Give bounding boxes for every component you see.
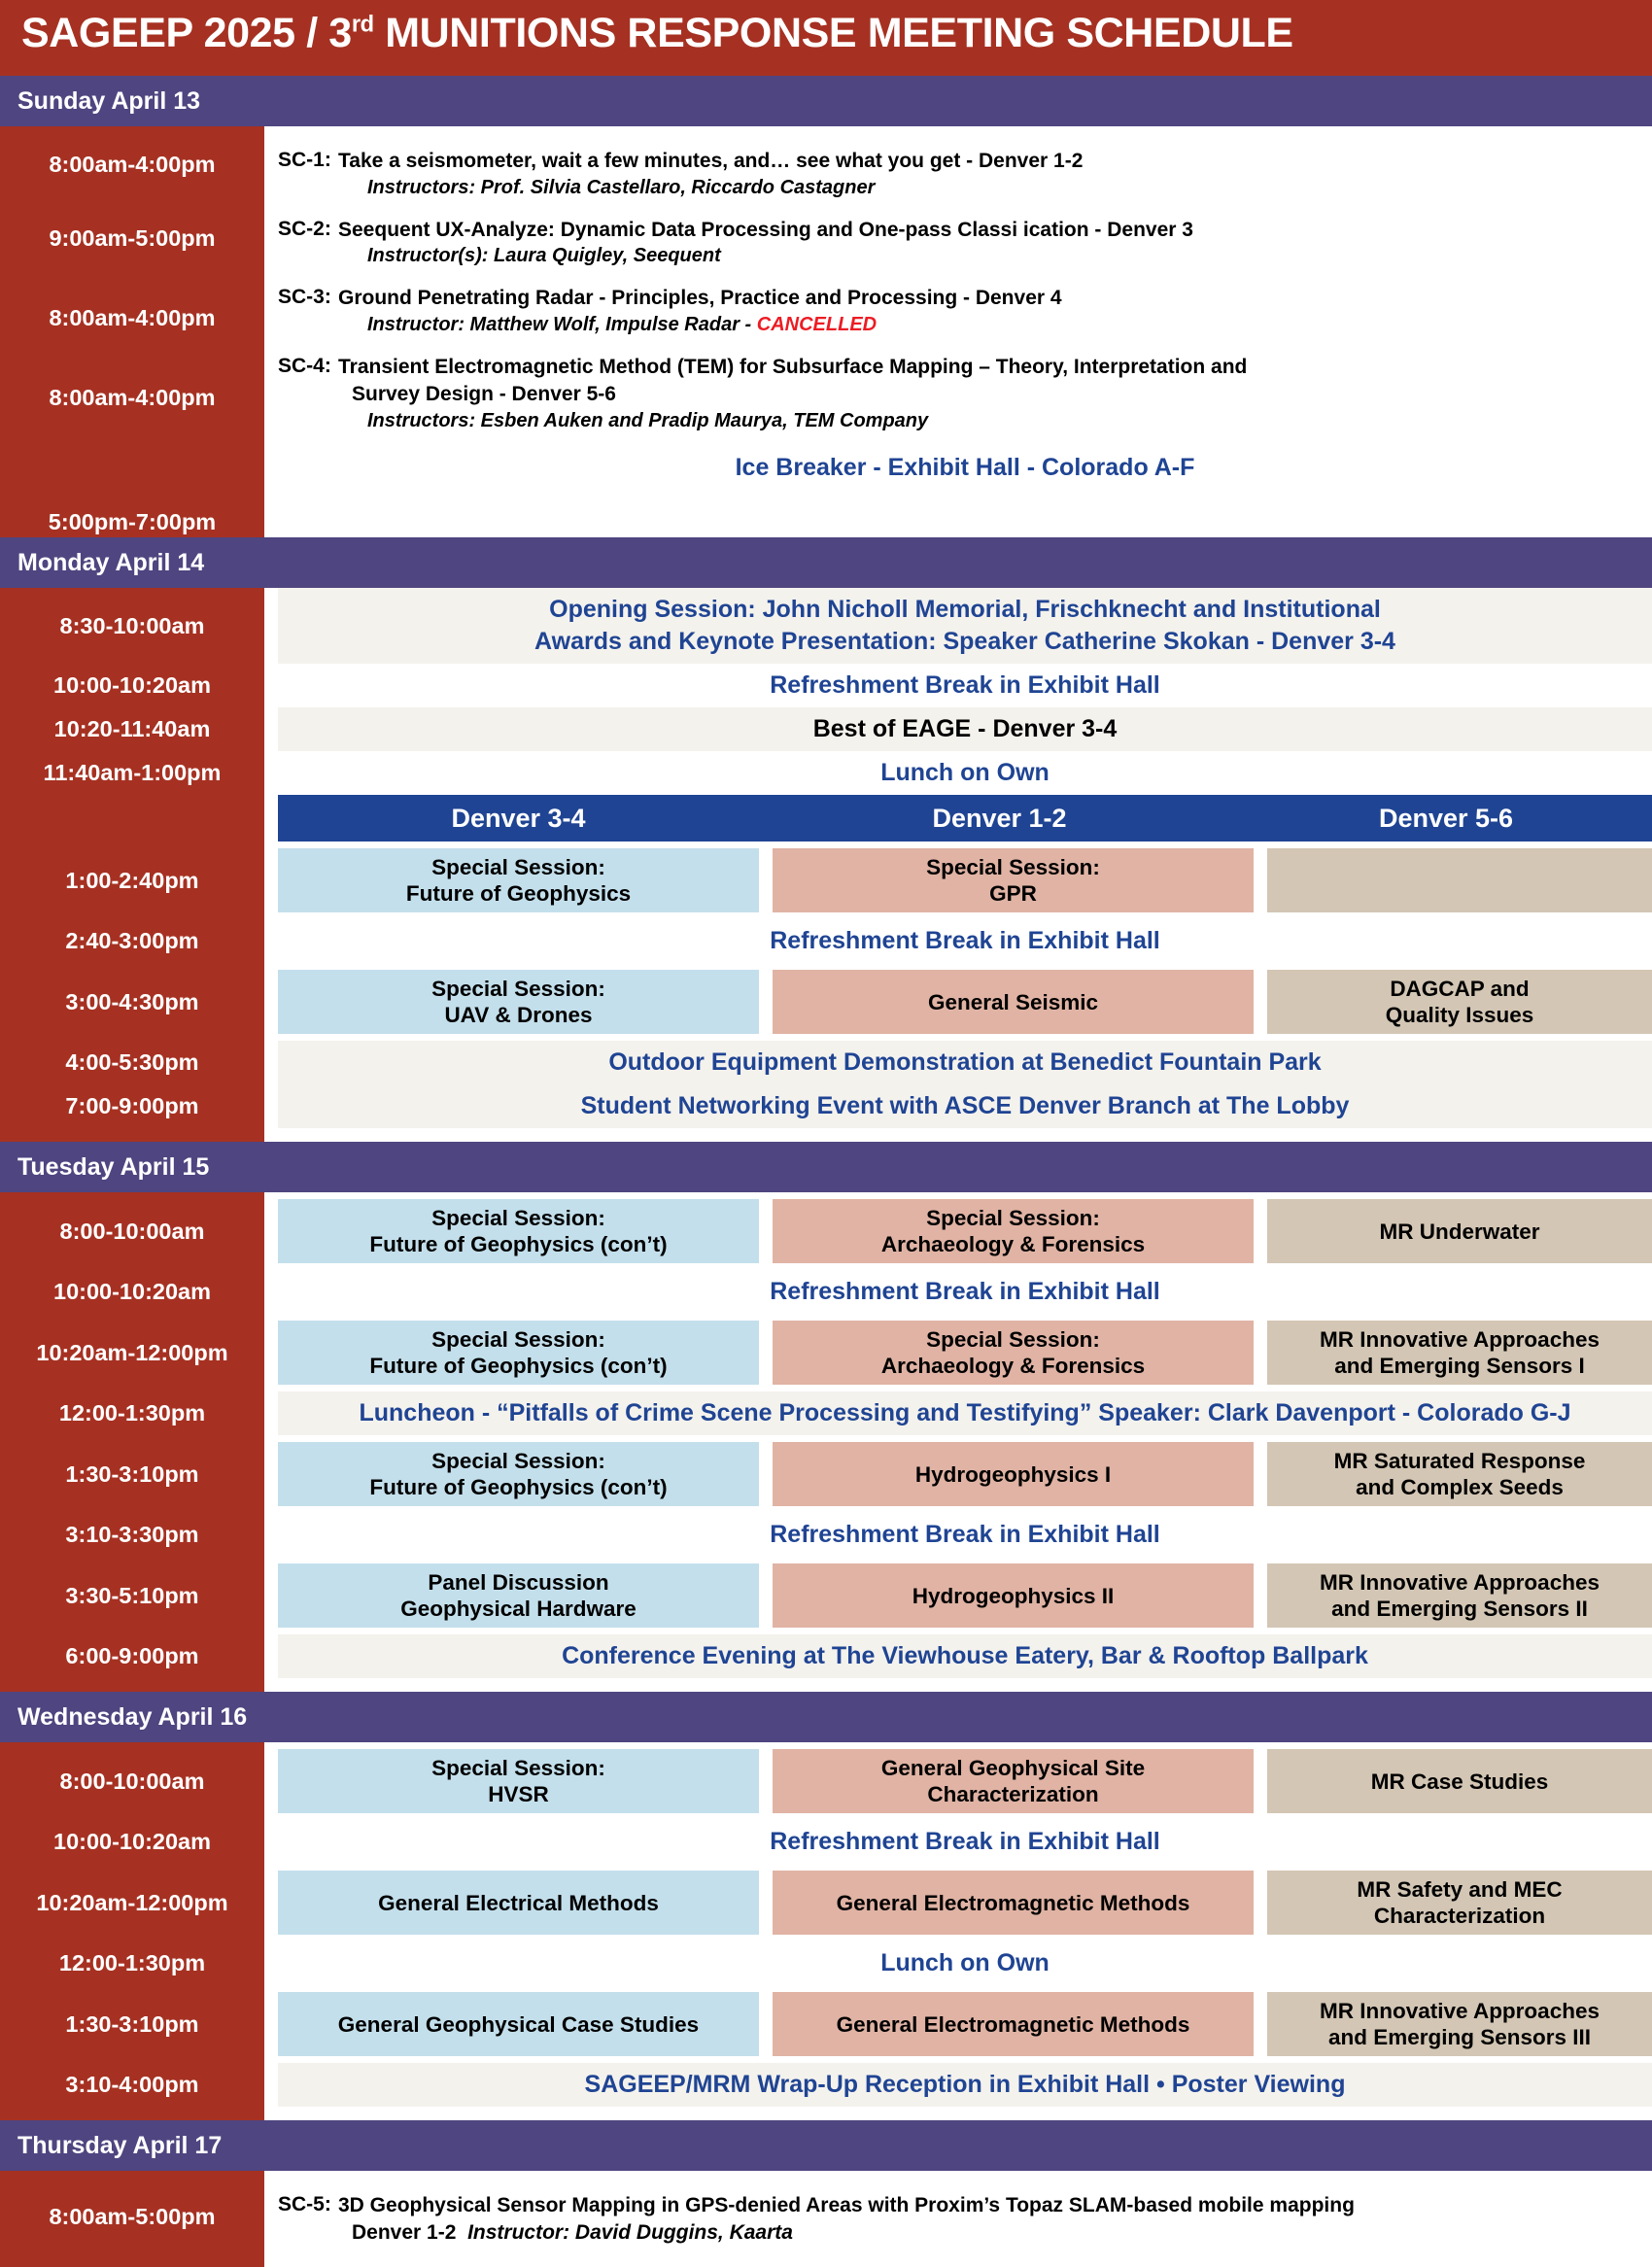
sc5-code: SC-5:: [278, 2193, 331, 2215]
time-label: 8:00-10:00am: [0, 1742, 264, 1820]
schedule-row: [0, 2063, 1652, 2107]
session-cell-2[interactable]: Special Session: Archaeology & Forensics: [773, 1321, 1254, 1385]
short-course-sc1: [278, 148, 1652, 201]
time-sc4: 8:00am-4:00pm: [49, 385, 216, 410]
session-cell-1[interactable]: General Geophysical Case Studies: [278, 1992, 759, 2056]
time-label: 3:10-4:00pm: [0, 2063, 264, 2107]
short-course-sc4: [278, 354, 1652, 433]
session-cell-1[interactable]: Special Session: HVSR: [278, 1749, 759, 1813]
sc5-room: Denver 1-2: [352, 2220, 457, 2244]
session-cell-2[interactable]: Hydrogeophysics I: [773, 1442, 1254, 1506]
day-tail-spacer: [0, 1128, 1652, 1142]
time-sc1: 8:00am-4:00pm: [49, 152, 216, 177]
schedule-banner: [278, 707, 1652, 751]
schedule-row: [0, 1192, 1652, 1270]
schedule-banner: [278, 2063, 1652, 2107]
schedule-banner: [278, 1084, 1652, 1128]
time-label: 1:00-2:40pm: [0, 842, 264, 919]
banner-text: Lunch on Own: [880, 759, 1050, 786]
schedule-row: [0, 1820, 1652, 1864]
time-label: 10:20am-12:00pm: [0, 1864, 264, 1941]
venue-time-spacer: [0, 795, 264, 842]
sc3-instructor-text: Instructor: Matthew Wolf, Impulse Radar -: [367, 314, 757, 336]
banner-text: Lunch on Own: [880, 1949, 1050, 1976]
thursday-course-row: [0, 2171, 1652, 2267]
banner-text: Opening Session: John Nicholl Memorial, Frischknecht and Institutional Awards and Keynote Presentation: Speaker Catherine Skokan - Denver 3-4: [534, 596, 1395, 655]
day-header-tuesday: Tuesday April 15: [0, 1142, 1652, 1192]
sc4-code: SC-4:: [278, 355, 331, 378]
time-sc3: 8:00am-4:00pm: [49, 305, 216, 330]
sc3-cancelled-badge: CANCELLED: [756, 314, 878, 336]
session-cell-2[interactable]: Hydrogeophysics II: [773, 1563, 1254, 1628]
banner-text: SAGEEP/MRM Wrap-Up Reception in Exhibit Hall • Poster Viewing: [584, 2071, 1346, 2098]
banner-text: Refreshment Break in Exhibit Hall: [770, 1521, 1160, 1548]
banner-text: Refreshment Break in Exhibit Hall: [770, 927, 1160, 954]
time-label: 12:00-1:30pm: [0, 1941, 264, 1985]
schedule-row: [0, 664, 1652, 707]
session-track-row: [264, 1864, 1652, 1941]
sc5-title-line1: 3D Geophysical Sensor Mapping in GPS-denied Areas with Proxim’s Topaz SLAM-based mobile mapping: [338, 2194, 1355, 2216]
short-course-sc3: [278, 285, 1652, 338]
sc4-title-line2: Survey Design - Denver 5-6: [352, 382, 616, 405]
venue-label-3: Denver 5-6: [1378, 803, 1514, 833]
sunday-courses-row: [0, 126, 1652, 537]
schedule-banner: [278, 1041, 1652, 1084]
schedule-row: [0, 1864, 1652, 1941]
thursday-time: 8:00am-5:00pm: [0, 2171, 264, 2267]
time-label: 7:00-9:00pm: [0, 1084, 264, 1128]
tuesday-schedule: [0, 1192, 1652, 1692]
banner-text: Refreshment Break in Exhibit Hall: [770, 1828, 1160, 1855]
session-track-row: [264, 1557, 1652, 1634]
session-track-row: [264, 1742, 1652, 1820]
time-label: 3:00-4:30pm: [0, 963, 264, 1041]
schedule-row: [0, 1270, 1652, 1314]
schedule-row: [0, 1391, 1652, 1435]
session-cell-2[interactable]: General Electromagnetic Methods: [773, 1871, 1254, 1935]
schedule-banner: [278, 664, 1652, 707]
venue-label-1: Denver 3-4: [451, 803, 586, 833]
schedule-row: [0, 919, 1652, 963]
session-track-row: [264, 1985, 1652, 2063]
session-track-row: [264, 1314, 1652, 1391]
page-title-main: SAGEEP 2025 / 3: [21, 10, 352, 56]
session-track-row: [264, 963, 1652, 1041]
schedule-row: [0, 588, 1652, 664]
session-track-row: [264, 1192, 1652, 1270]
schedule-row: [0, 1742, 1652, 1820]
time-label: 8:30-10:00am: [0, 588, 264, 664]
banner-text: Conference Evening at The Viewhouse Eatery, Bar & Rooftop Ballpark: [562, 1642, 1368, 1669]
schedule-banner: [278, 1391, 1652, 1435]
session-cell-2[interactable]: Special Session: Archaeology & Forensics: [773, 1199, 1254, 1263]
sc2-instructors: Instructor(s): Laura Quigley, Seequent: [367, 245, 721, 267]
venue-header-row: [0, 795, 1652, 842]
schedule-row: [0, 1513, 1652, 1557]
schedule-row: [0, 1634, 1652, 1678]
schedule-row: [0, 751, 1652, 795]
session-cell-1[interactable]: Special Session: UAV & Drones: [278, 970, 759, 1034]
day-header-thursday: Thursday April 17: [0, 2120, 1652, 2171]
schedule-row: [0, 1084, 1652, 1128]
page-title-ordinal: rd: [351, 12, 374, 38]
time-label: 12:00-1:30pm: [0, 1391, 264, 1435]
schedule-row: [0, 1435, 1652, 1513]
time-label: 8:00-10:00am: [0, 1192, 264, 1270]
session-cell-3[interactable]: DAGCAP and Quality Issues: [1267, 970, 1652, 1034]
schedule-row: [0, 1314, 1652, 1391]
session-cell-1[interactable]: General Electrical Methods: [278, 1871, 759, 1935]
schedule-banner: [278, 1270, 1652, 1314]
time-label: 10:20-11:40am: [0, 707, 264, 751]
banner-text: Refreshment Break in Exhibit Hall: [770, 671, 1160, 699]
session-cell-2[interactable]: General Geophysical Site Characterization: [773, 1749, 1254, 1813]
time-ice-breaker: 5:00pm-7:00pm: [48, 509, 217, 534]
day-header-wednesday: Wednesday April 16: [0, 1692, 1652, 1742]
short-course-sc2: [278, 217, 1652, 270]
banner-text: Best of EAGE - Denver 3-4: [812, 715, 1118, 742]
schedule-banner: [278, 1941, 1652, 1985]
time-label: 3:30-5:10pm: [0, 1557, 264, 1634]
session-cell-1[interactable]: Special Session: Future of Geophysics (con’t): [278, 1321, 759, 1385]
session-cell-1[interactable]: Special Session: Future of Geophysics: [278, 848, 759, 912]
time-label: 10:20am-12:00pm: [0, 1314, 264, 1391]
sc1-instructors: Instructors: Prof. Silvia Castellaro, Riccardo Castagner: [367, 176, 876, 198]
banner-text: Student Networking Event with ASCE Denver Branch at The Lobby: [580, 1092, 1350, 1119]
time-label: 2:40-3:00pm: [0, 919, 264, 963]
day-header-monday: Monday April 14: [0, 537, 1652, 588]
time-label: 6:00-9:00pm: [0, 1634, 264, 1678]
session-cell-1[interactable]: Special Session: Future of Geophysics (con’t): [278, 1199, 759, 1263]
schedule-banner: [278, 751, 1652, 795]
schedule-row: [0, 707, 1652, 751]
sc1-code: SC-1:: [278, 149, 331, 171]
sc3-title: Ground Penetrating Radar - Principles, Practice and Processing - Denver 4: [338, 287, 1062, 310]
schedule-row: [0, 842, 1652, 919]
session-cell-2[interactable]: General Electromagnetic Methods: [773, 1992, 1254, 2056]
sc3-instructors: [338, 312, 1652, 338]
day-header-sunday: Sunday April 13: [0, 76, 1652, 126]
time-label: 1:30-3:10pm: [0, 1435, 264, 1513]
schedule-banner: [278, 1820, 1652, 1864]
session-track-row: [264, 1435, 1652, 1513]
tail-time-spacer: [0, 1678, 264, 1692]
session-cell-3[interactable]: MR Innovative Approaches and Emerging Sensors I: [1267, 1321, 1652, 1385]
schedule-row: [0, 1985, 1652, 2063]
sc4-instructors: Instructors: Esben Auken and Pradip Maurya, TEM Company: [367, 409, 929, 431]
sc2-code: SC-2:: [278, 217, 331, 240]
session-cell-1[interactable]: Panel Discussion Geophysical Hardware: [278, 1563, 759, 1628]
schedule-banner: [278, 588, 1652, 664]
schedule-row: [0, 963, 1652, 1041]
sunday-short-courses: [264, 126, 1652, 537]
sunday-time-column: [0, 126, 264, 537]
session-cell-3[interactable]: MR Case Studies: [1267, 1749, 1652, 1813]
venue-label-2: Denver 1-2: [932, 803, 1067, 833]
sc1-title: Take a seismometer, wait a few minutes, and… see what you get - Denver 1-2: [338, 150, 1084, 172]
sc2-title: Seequent UX-Analyze: Dynamic Data Processing and One-pass Classi ication - Denver 3: [338, 218, 1193, 241]
session-cell-1[interactable]: Special Session: Future of Geophysics (con’t): [278, 1442, 759, 1506]
session-track-row: [264, 842, 1652, 919]
time-label: 1:30-3:10pm: [0, 1985, 264, 2063]
page-title-rest: MUNITIONS RESPONSE MEETING SCHEDULE: [373, 10, 1293, 56]
sc4-title-line1: Transient Electromagnetic Method (TEM) for Subsurface Mapping – Theory, Interpretation and: [338, 356, 1248, 379]
sc5-line2: [338, 2219, 1652, 2247]
tail-time-spacer: [0, 2107, 264, 2120]
sc5-instructor: Instructor: David Duggins, Kaarta: [467, 2220, 793, 2244]
session-cell-3[interactable]: [1267, 848, 1652, 912]
session-cell-3[interactable]: MR Safety and MEC Characterization: [1267, 1871, 1652, 1935]
short-course-sc5: [278, 2192, 1652, 2246]
session-cell-3[interactable]: MR Underwater: [1267, 1199, 1652, 1263]
schedule-banner: [278, 1634, 1652, 1678]
schedule-row: [0, 1557, 1652, 1634]
session-cell-3[interactable]: MR Saturated Response and Complex Seeds: [1267, 1442, 1652, 1506]
session-cell-3[interactable]: MR Innovative Approaches and Emerging Sensors III: [1267, 1992, 1652, 2056]
banner-text: Refreshment Break in Exhibit Hall: [770, 1278, 1160, 1305]
wednesday-schedule: [0, 1742, 1652, 2120]
time-label: 3:10-3:30pm: [0, 1513, 264, 1557]
time-label: 4:00-5:30pm: [0, 1041, 264, 1084]
schedule-row: [0, 1941, 1652, 1985]
time-label: 10:00-10:20am: [0, 1270, 264, 1314]
tail-time-spacer: [0, 1128, 264, 1142]
session-cell-2[interactable]: General Seismic: [773, 970, 1254, 1034]
session-cell-3[interactable]: MR Innovative Approaches and Emerging Sensors II: [1267, 1563, 1652, 1628]
page-title: [0, 0, 1652, 76]
banner-text: Outdoor Equipment Demonstration at Benedict Fountain Park: [608, 1048, 1322, 1076]
day-tail-spacer: [0, 1678, 1652, 1692]
sc3-code: SC-3:: [278, 286, 331, 309]
time-label: 10:00-10:20am: [0, 664, 264, 707]
time-label: 10:00-10:20am: [0, 1820, 264, 1864]
schedule-banner: [278, 919, 1652, 963]
session-cell-2[interactable]: Special Session: GPR: [773, 848, 1254, 912]
schedule-row: [0, 1041, 1652, 1084]
time-sc2: 9:00am-5:00pm: [49, 225, 216, 251]
time-label: 11:40am-1:00pm: [0, 751, 264, 795]
schedule-banner: [278, 1513, 1652, 1557]
ice-breaker-event: Ice Breaker - Exhibit Hall - Colorado A-F: [735, 453, 1195, 481]
day-tail-spacer: [0, 2107, 1652, 2120]
thursday-short-course: [264, 2171, 1652, 2267]
monday-schedule: [0, 588, 1652, 1142]
banner-text: Luncheon - “Pitfalls of Crime Scene Processing and Testifying” Speaker: Clark Davenport - Colorado G-J: [359, 1399, 1571, 1426]
